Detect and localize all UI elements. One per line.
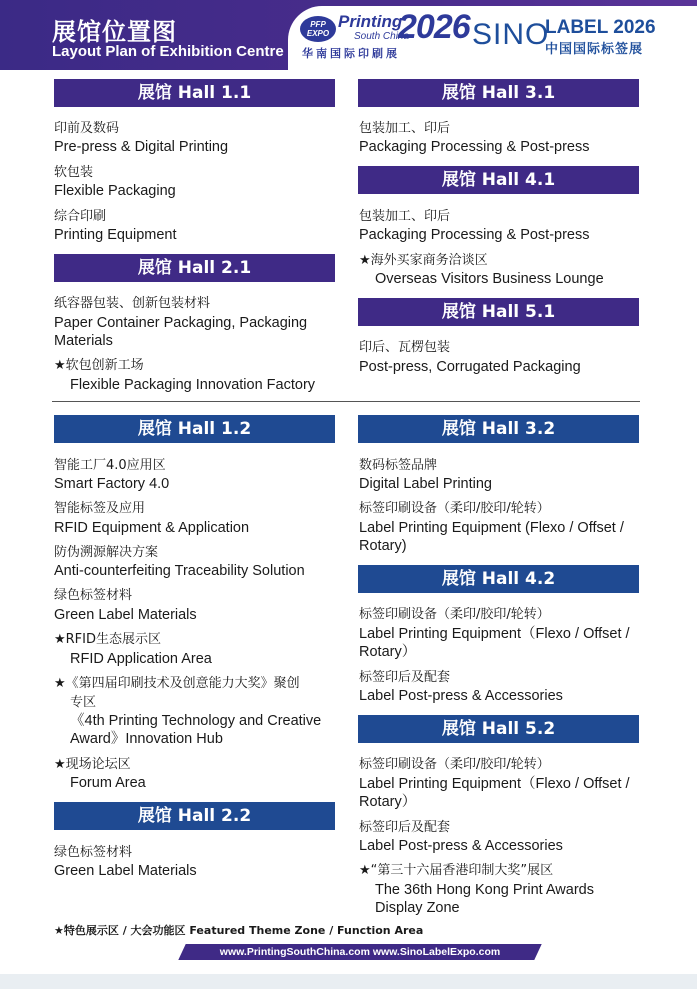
hall-4-2-item-2-en: Label Post-press & Accessories bbox=[359, 688, 563, 704]
hall-5-2-item-2-cn: 标签印后及配套 bbox=[359, 820, 451, 835]
hall-5-1-item-1-cn: 印后、瓦楞包装 bbox=[359, 340, 451, 355]
hall-5-1-title: 展馆 Hall 5.1 bbox=[358, 298, 639, 326]
hall-4-1-title: 展馆 Hall 4.1 bbox=[358, 166, 639, 194]
hall-1-2-item-7-cn: ★现场论坛区 bbox=[54, 757, 131, 772]
hall-1-1-item-3-cn: 综合印刷 bbox=[54, 209, 107, 224]
hall-2-1-item-1-en-b: Materials bbox=[54, 333, 113, 349]
hall-2-1-item-1-en-a: Paper Container Packaging, Packaging bbox=[54, 315, 308, 331]
hall-2-1-item-2-cn: ★软包创新工场 bbox=[54, 358, 144, 373]
legend-note: ★特色展示区 / 大会功能区 Featured Theme Zone / Function Area bbox=[54, 924, 424, 937]
hall-3-1-item-1-en: Packaging Processing & Post-press bbox=[359, 139, 590, 155]
hall-5-2-item-3-cn: ★“第三十六届香港印制大奖”展区 bbox=[359, 863, 554, 878]
hall-4-1-item-2-en: Overseas Visitors Business Lounge bbox=[375, 271, 604, 287]
hall-3-2-item-1-cn: 数码标签品牌 bbox=[359, 458, 438, 473]
hall-2-2-title: 展馆 Hall 2.2 bbox=[54, 802, 335, 830]
hall-5-2-item-3-en-b: Display Zone bbox=[375, 900, 460, 916]
printing-logo-cn: 华南国际印刷展 bbox=[302, 47, 400, 60]
hall-5-2-item-2-en: Label Post-press & Accessories bbox=[359, 838, 563, 854]
hall-4-2-item-1-en-a: Label Printing Equipment（Flexo / Offset / bbox=[359, 626, 630, 642]
hall-1-2-item-3-cn: 防伪溯源解决方案 bbox=[54, 545, 159, 560]
bottom-strip bbox=[0, 974, 697, 989]
hall-1-2-item-1-cn: 智能工厂4.0应用区 bbox=[54, 458, 166, 473]
hall-4-2-item-1-en-b: Rotary） bbox=[359, 644, 417, 660]
hall-4-2-item-1-cn: 标签印刷设备（柔印/胶印/轮转） bbox=[359, 607, 550, 622]
hall-2-2-item-1-cn: 绿色标签材料 bbox=[54, 845, 133, 860]
hall-1-2-item-1-en: Smart Factory 4.0 bbox=[54, 476, 170, 492]
hall-1-1-item-1-en: Pre-press & Digital Printing bbox=[54, 139, 229, 155]
pfp-expo-logo: PFP EXPO bbox=[300, 16, 336, 42]
hall-3-2-title: 展馆 Hall 3.2 bbox=[358, 415, 639, 443]
hall-1-2-item-3-en: Anti-counterfeiting Traceability Solution bbox=[54, 563, 305, 579]
hall-2-2-item-1-en: Green Label Materials bbox=[54, 863, 197, 879]
hall-2-1-item-2-en: Flexible Packaging Innovation Factory bbox=[70, 377, 316, 393]
hall-1-1-item-2-cn: 软包装 bbox=[54, 165, 94, 180]
hall-1-1-item-1-cn: 印前及数码 bbox=[54, 121, 120, 136]
hall-3-1-title: 展馆 Hall 3.1 bbox=[358, 79, 639, 107]
hall-1-2-item-2-cn: 智能标签及应用 bbox=[54, 501, 146, 516]
hall-4-1-item-2-cn: ★海外买家商务洽谈区 bbox=[359, 253, 488, 268]
hall-1-2-item-6-en-a: 《4th Printing Technology and Creative bbox=[70, 713, 322, 729]
hall-5-2-item-1-en-b: Rotary） bbox=[359, 794, 417, 810]
hall-4-2-title: 展馆 Hall 4.2 bbox=[358, 565, 639, 593]
hall-1-2-title: 展馆 Hall 1.2 bbox=[54, 415, 335, 443]
hall-5-1-item-1-en: Post-press, Corrugated Packaging bbox=[359, 359, 581, 375]
printing-logo-text: Printing bbox=[338, 12, 403, 31]
hall-5-2-item-1-cn: 标签印刷设备（柔印/胶印/轮转） bbox=[359, 757, 550, 772]
hall-5-2-item-3-en-a: The 36th Hong Kong Print Awards bbox=[375, 882, 594, 898]
page-title-cn: 展馆位置图 bbox=[52, 18, 177, 46]
hall-4-1-item-1-cn: 包装加工、印后 bbox=[359, 209, 451, 224]
hall-1-2-item-4-cn: 绿色标签材料 bbox=[54, 588, 133, 603]
hall-1-1-item-3-en: Printing Equipment bbox=[54, 227, 177, 243]
sino-logo-text: SINO bbox=[472, 18, 550, 51]
hall-1-1-title: 展馆 Hall 1.1 bbox=[54, 79, 335, 107]
hall-1-2-item-5-cn: ★RFID生态展示区 bbox=[54, 632, 162, 647]
hall-3-1-item-1-cn: 包装加工、印后 bbox=[359, 121, 451, 136]
hall-1-2-item-6-en-b: Award》Innovation Hub bbox=[70, 731, 223, 747]
footer-website-links[interactable]: www.PrintingSouthChina.com www.SinoLabelExpo.com bbox=[219, 946, 501, 958]
hall-3-2-item-1-en: Digital Label Printing bbox=[359, 476, 492, 492]
hall-5-2-title: 展馆 Hall 5.2 bbox=[358, 715, 639, 743]
hall-4-1-item-1-en: Packaging Processing & Post-press bbox=[359, 227, 590, 243]
hall-3-2-item-2-en-a: Label Printing Equipment (Flexo / Offset / bbox=[359, 520, 624, 536]
hall-2-1-item-1-cn: 纸容器包装、创新包装材料 bbox=[54, 296, 211, 311]
hall-2-1-title: 展馆 Hall 2.1 bbox=[54, 254, 335, 282]
hall-1-2-item-6-cn-b: 专区 bbox=[70, 695, 97, 710]
section-divider bbox=[52, 401, 640, 402]
south-china-logo-text: South China bbox=[354, 31, 410, 42]
hall-1-2-item-7-en: Forum Area bbox=[70, 775, 146, 791]
hall-1-1-item-2-en: Flexible Packaging bbox=[54, 183, 176, 199]
hall-4-2-item-2-cn: 标签印后及配套 bbox=[359, 670, 451, 685]
hall-3-2-item-2-en-b: Rotary) bbox=[359, 538, 407, 554]
printing-logo-year: 2026 bbox=[398, 8, 470, 46]
hall-1-2-item-4-en: Green Label Materials bbox=[54, 607, 197, 623]
label-logo-cn: 中国国际标签展 bbox=[545, 42, 644, 57]
hall-1-2-item-6-cn-a: ★《第四届印刷技术及创意能力大奖》聚创 bbox=[54, 676, 300, 691]
hall-5-2-item-1-en-a: Label Printing Equipment（Flexo / Offset / bbox=[359, 776, 630, 792]
page-title-en: Layout Plan of Exhibition Centre bbox=[52, 43, 284, 60]
page-header bbox=[0, 0, 697, 72]
hall-1-2-item-5-en: RFID Application Area bbox=[70, 651, 212, 667]
label-logo-text: LABEL 2026 bbox=[545, 17, 656, 38]
hall-1-2-item-2-en: RFID Equipment & Application bbox=[54, 520, 250, 536]
hall-3-2-item-2-cn: 标签印刷设备（柔印/胶印/轮转） bbox=[359, 501, 550, 516]
